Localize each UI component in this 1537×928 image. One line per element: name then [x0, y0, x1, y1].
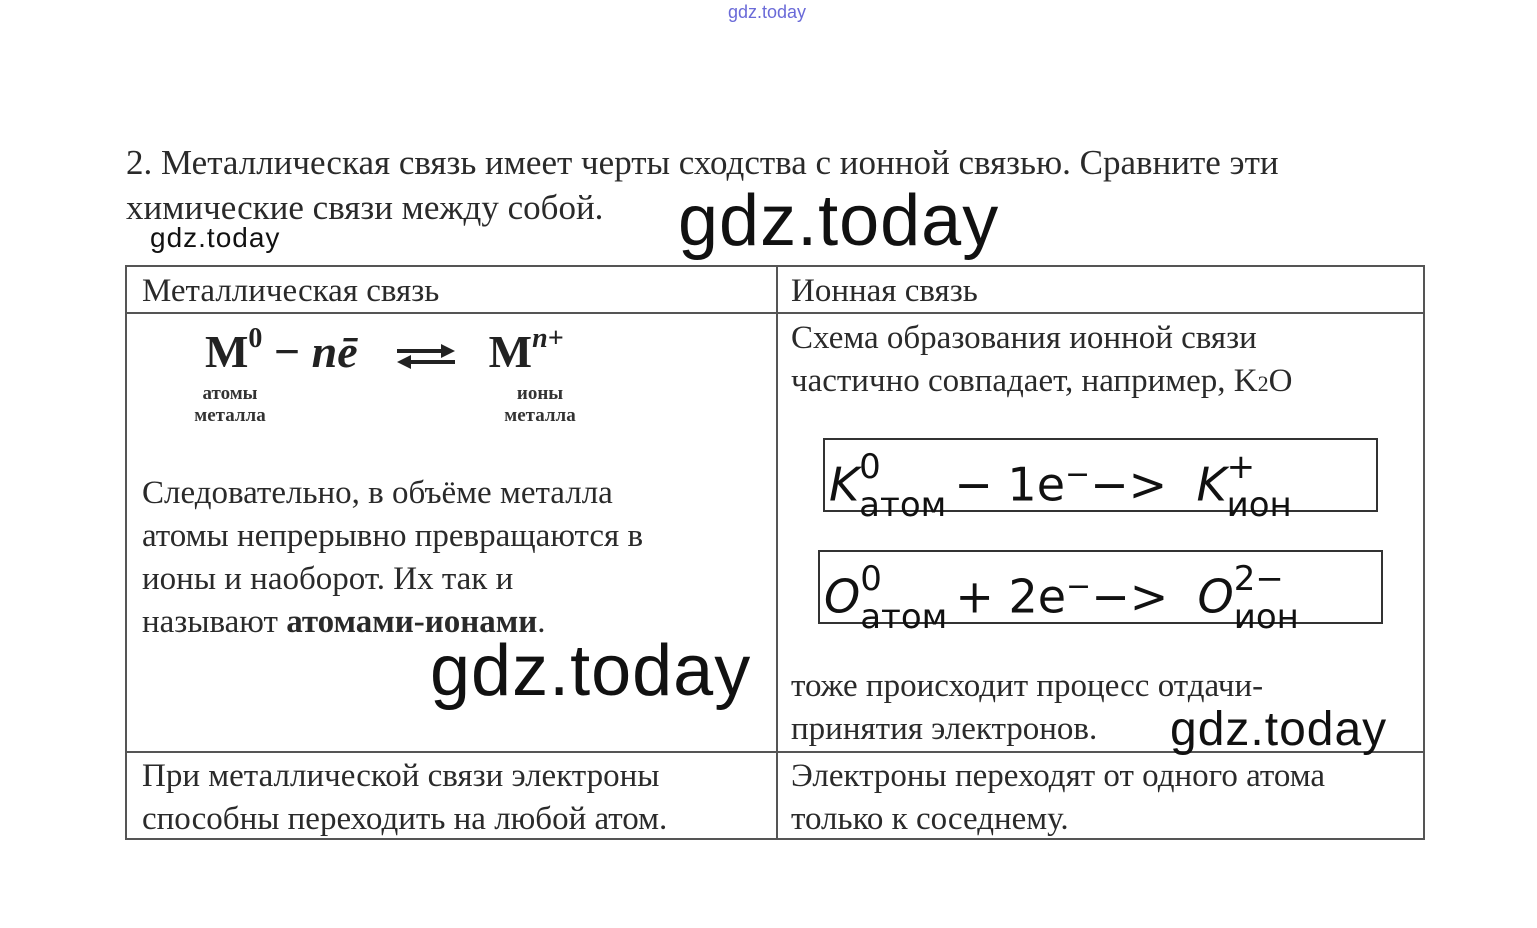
ionic-conclusion: тоже происходит процесс отдачи- принятия электронов.: [791, 668, 1264, 747]
label-ions: ионы металла: [504, 383, 576, 426]
electrons-term: nē: [311, 326, 358, 377]
watermark-big-1: gdz.today: [678, 181, 1000, 261]
metal-electron-transfer: При металлической связи электроны способны переходить на любой атом.: [142, 758, 668, 837]
term-atom-ions: атомами-ионами: [286, 604, 538, 640]
ionic-intro: Схема образования ионной связи частично совпадает, например, K2O: [791, 320, 1293, 399]
header-metallic: Металлическая связь: [142, 273, 440, 309]
metal-equation: [194, 322, 625, 435]
watermark-top: gdz.today: [728, 2, 807, 22]
watermark-big-2: gdz.today: [430, 631, 752, 711]
ion-symbol: M: [488, 326, 533, 377]
metal-symbol: M: [205, 326, 249, 377]
equilibrium-arrows-icon: [395, 341, 457, 371]
ionic-electron-transfer: Электроны переходят от одного атома только к соседнему.: [791, 758, 1326, 837]
minus-sign: −: [273, 326, 301, 377]
formula-potassium: K 0 атом − 1e−−> K + ион: [823, 438, 1378, 512]
label-atoms: атомы металла: [194, 383, 266, 426]
watermark-big-3: gdz.today: [1170, 703, 1388, 756]
metal-charge-zero: 0: [248, 322, 263, 354]
metal-explanation: Следовательно, в объёме металла атомы непрерывно превращаются в ионы и наоборот. Их так и называют атомами-ионами.: [142, 475, 644, 640]
formula-oxygen: O 0 атом + 2e−−> O 2− ион: [818, 550, 1383, 624]
watermark-small: gdz.today: [150, 222, 281, 253]
task-text: 2. Металлическая связь имеет черты сходства с ионной связью. Сравните эти химические связи между собой.: [126, 143, 1279, 227]
ion-charge: n+: [532, 322, 564, 354]
metal-equation-formula: [205, 322, 564, 378]
header-ionic: Ионная связь: [791, 273, 978, 309]
